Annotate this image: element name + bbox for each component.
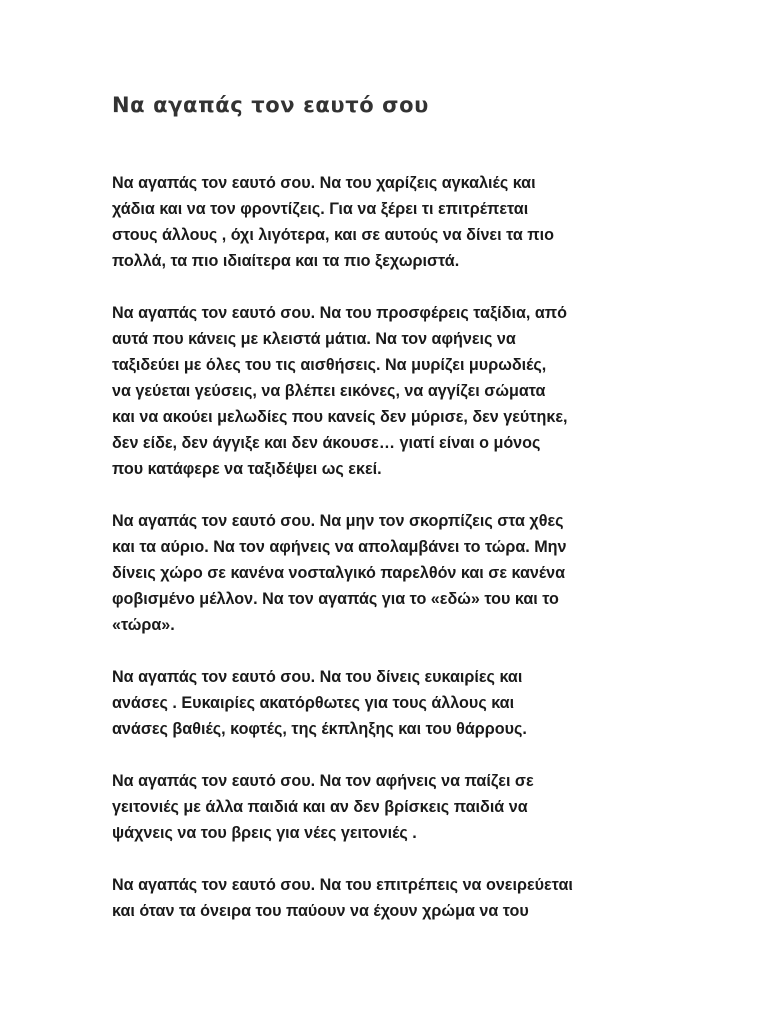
- document-body: [112, 170, 672, 950]
- paragraph-3: [112, 508, 672, 638]
- text-line: δίνεις χώρο σε κανένα νοσταλγικό παρελθόν και σε κανένα: [112, 563, 566, 582]
- paragraph-1: [112, 170, 672, 274]
- text-line: και τα αύριο. Να τον αφήνεις να απολαμβάνει το τώρα. Μην: [112, 537, 567, 556]
- text-line: δεν είδε, δεν άγγιξε και δεν άκουσε… γιατί είναι ο μόνος: [112, 433, 541, 452]
- text-line: Να αγαπάς τον εαυτό σου. Να του χαρίζεις αγκαλιές και: [112, 173, 536, 192]
- paragraph-4: [112, 664, 672, 742]
- text-line: πολλά, τα πιο ιδιαίτερα και τα πιο ξεχωριστά.: [112, 251, 460, 270]
- paragraph-6: [112, 872, 672, 924]
- text-line: αυτά που κάνεις με κλειστά μάτια. Να τον αφήνεις να: [112, 329, 516, 348]
- text-line: χάδια και να τον φροντίζεις. Για να ξέρει τι επιτρέπεται: [112, 199, 529, 218]
- text-line: ανάσες βαθιές, κοφτές, της έκπληξης και του θάρρους.: [112, 719, 527, 738]
- text-line: Να αγαπάς τον εαυτό σου. Να μην τον σκορπίζεις στα χθες: [112, 511, 564, 530]
- text-line: να γεύεται γεύσεις, να βλέπει εικόνες, να αγγίζει σώματα: [112, 381, 546, 400]
- text-line: γειτονιές με άλλα παιδιά και αν δεν βρίσκεις παιδιά να: [112, 797, 528, 816]
- text-line: «τώρα».: [112, 615, 175, 634]
- text-line: και να ακούει μελωδίες που κανείς δεν μύρισε, δεν γεύτηκε,: [112, 407, 568, 426]
- text-line: φοβισμένο μέλλον. Να τον αγαπάς για το «εδώ» του και το: [112, 589, 559, 608]
- text-line: στους άλλους , όχι λιγότερα, και σε αυτούς να δίνει τα πιο: [112, 225, 554, 244]
- text-line: και όταν τα όνειρα του παύουν να έχουν χρώμα να του: [112, 901, 529, 920]
- paragraph-5: [112, 768, 672, 846]
- text-line: Να αγαπάς τον εαυτό σου. Να τον αφήνεις να παίζει σε: [112, 771, 534, 790]
- text-line: ανάσες . Ευκαιρίες ακατόρθωτες για τους άλλους και: [112, 693, 515, 712]
- text-line: ταξιδεύει με όλες του τις αισθήσεις. Να μυρίζει μυρωδιές,: [112, 355, 547, 374]
- text-line: Να αγαπάς τον εαυτό σου. Να του επιτρέπεις να ονειρεύεται: [112, 875, 573, 894]
- document-title: Να αγαπάς τον εαυτό σου: [112, 93, 429, 117]
- paragraph-2: [112, 300, 672, 482]
- text-line: Να αγαπάς τον εαυτό σου. Να του δίνεις ευκαιρίες και: [112, 667, 523, 686]
- text-line: Να αγαπάς τον εαυτό σου. Να του προσφέρεις ταξίδια, από: [112, 303, 568, 322]
- text-line: ψάχνεις να του βρεις για νέες γειτονιές .: [112, 823, 417, 842]
- text-line: που κατάφερε να ταξιδέψει ως εκεί.: [112, 459, 382, 478]
